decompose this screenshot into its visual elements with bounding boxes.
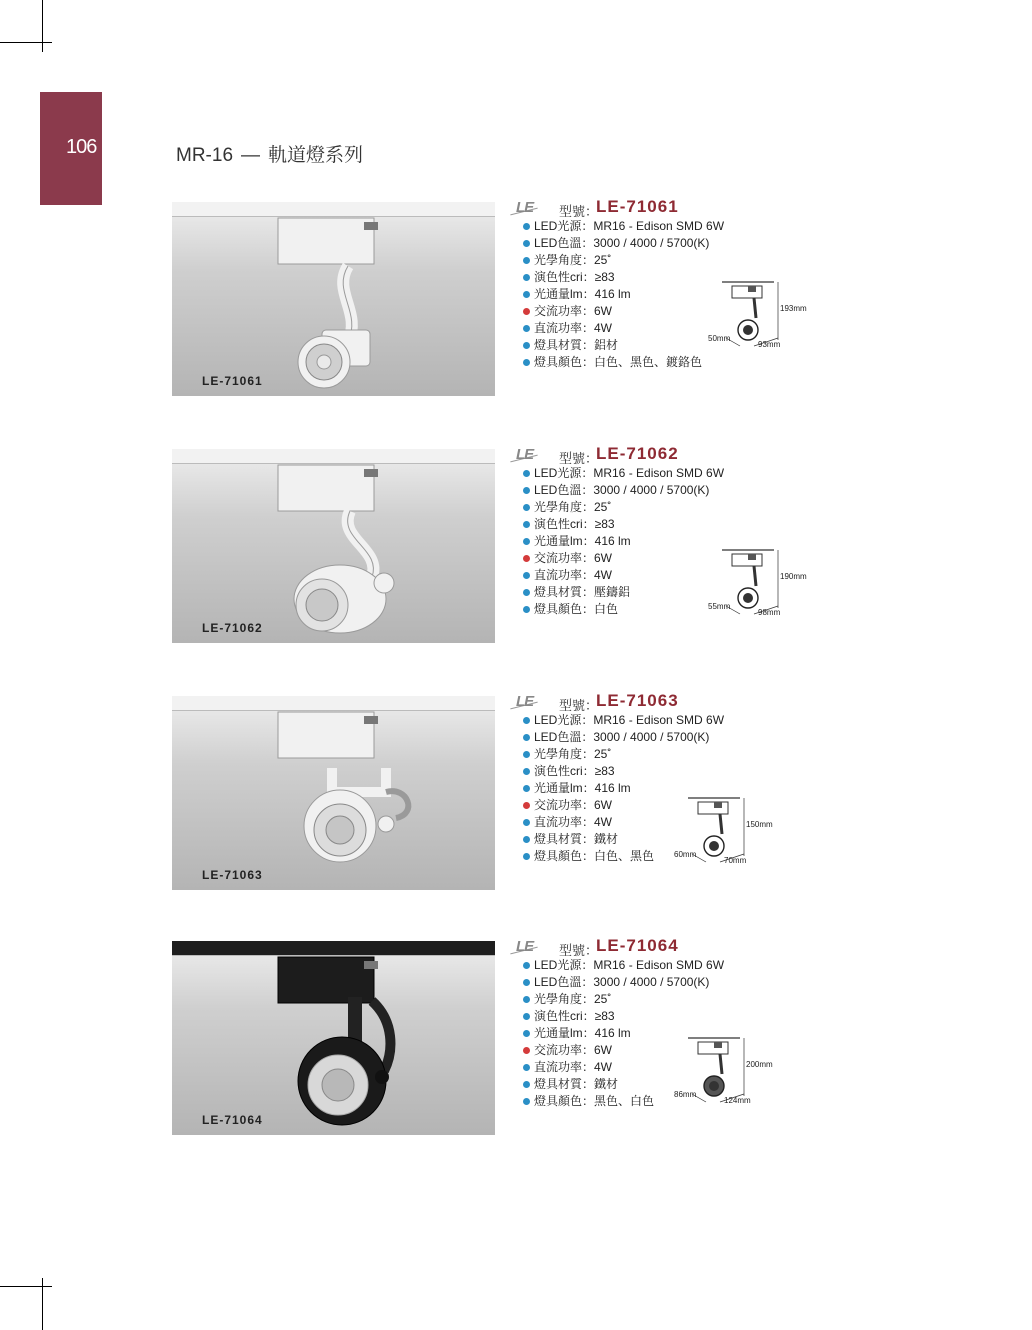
spec-text: 直流功率：4W [534, 568, 613, 582]
blue-bullet-icon [523, 257, 530, 264]
blue-bullet-icon [523, 1064, 530, 1071]
dim-depth: 60mm [674, 850, 697, 859]
spec-text: LED光源：MR16 - Edison SMD 6W [534, 219, 725, 233]
blue-bullet-icon [523, 1098, 530, 1105]
dimension-diagram [708, 548, 808, 620]
blue-bullet-icon [523, 325, 530, 332]
product-photo [172, 449, 495, 643]
blue-bullet-icon [523, 996, 530, 1003]
spec-text: 光通量lm：416 lm [534, 1026, 631, 1040]
model-label: 型號： [559, 698, 599, 713]
lamp-illustration [172, 449, 495, 643]
blue-bullet-icon [523, 962, 530, 969]
model-label: 型號： [559, 204, 599, 219]
crop-mark [42, 0, 43, 52]
model-number: LE-71062 [596, 444, 679, 463]
blue-bullet-icon [523, 785, 530, 792]
blue-bullet-icon [523, 223, 530, 230]
blue-bullet-icon [523, 342, 530, 349]
blue-bullet-icon [523, 1030, 530, 1037]
spec-row [522, 1008, 762, 1025]
dim-height: 200mm [746, 1060, 773, 1069]
crop-mark [42, 1278, 43, 1330]
blue-bullet-icon [523, 734, 530, 741]
red-bullet-icon [523, 1047, 530, 1054]
spec-row [522, 354, 762, 371]
spec-row [522, 729, 762, 746]
spec-text: 光通量lm：416 lm [534, 287, 631, 301]
dimension-diagram [674, 796, 774, 868]
blue-bullet-icon [523, 291, 530, 298]
spec-text: 光學角度：25˚ [534, 992, 612, 1006]
blue-bullet-icon [523, 274, 530, 281]
dim-length: 98mm [758, 608, 781, 617]
spec-text: LED色溫：3000 / 4000 / 5700(K) [534, 730, 710, 744]
model-row [516, 444, 762, 466]
spec-text: 燈具顏色：白色 [534, 602, 619, 616]
spec-text: 交流功率：6W [534, 551, 613, 565]
spec-row [522, 482, 762, 499]
lamp-illustration [172, 941, 495, 1135]
spec-text: 交流功率：6W [534, 798, 613, 812]
page-title [172, 140, 367, 167]
blue-bullet-icon [523, 717, 530, 724]
blue-bullet-icon [523, 359, 530, 366]
blue-bullet-icon [523, 1081, 530, 1088]
model-row [516, 197, 762, 219]
model-number: LE-71063 [596, 691, 679, 710]
crop-mark [0, 1286, 52, 1287]
spec-row [522, 974, 762, 991]
spec-text: 直流功率：4W [534, 321, 613, 335]
spec-text: LED光源：MR16 - Edison SMD 6W [534, 466, 725, 480]
blue-bullet-icon [523, 538, 530, 545]
product-photo [172, 202, 495, 396]
spec-row [522, 780, 762, 797]
red-bullet-icon [523, 802, 530, 809]
model-number: LE-71064 [596, 936, 679, 955]
page-number: 106 [66, 136, 97, 158]
spec-row [522, 465, 762, 482]
blue-bullet-icon [523, 572, 530, 579]
spec-row [522, 218, 762, 235]
red-bullet-icon [523, 308, 530, 315]
spec-text: 燈具顏色：白色、黑色、鍍鉻色 [534, 355, 703, 369]
spec-text: 直流功率：4W [534, 1060, 613, 1074]
dim-height: 150mm [746, 820, 773, 829]
spec-row [522, 957, 762, 974]
title-main: MR-16 [176, 145, 234, 166]
le-logo: LE [516, 938, 534, 955]
spec-text: 演色性cri：≥83 [534, 270, 615, 284]
blue-bullet-icon [523, 470, 530, 477]
dim-depth: 50mm [708, 334, 731, 343]
le-logo: LE [516, 693, 534, 710]
spec-row [522, 499, 762, 516]
photo-model-label: LE-71062 [202, 621, 263, 635]
blue-bullet-icon [523, 521, 530, 528]
blue-bullet-icon [523, 853, 530, 860]
spec-row [522, 991, 762, 1008]
spec-text: LED光源：MR16 - Edison SMD 6W [534, 958, 725, 972]
blue-bullet-icon [523, 768, 530, 775]
spec-text: 演色性cri：≥83 [534, 1009, 615, 1023]
blue-bullet-icon [523, 606, 530, 613]
blue-bullet-icon [523, 589, 530, 596]
dim-length: 124mm [724, 1096, 751, 1105]
blue-bullet-icon [523, 979, 530, 986]
blue-bullet-icon [523, 819, 530, 826]
model-label: 型號： [559, 451, 599, 466]
lamp-illustration [172, 202, 495, 396]
spec-row [522, 746, 762, 763]
spec-text: 燈具材質：鐵材 [534, 832, 619, 846]
spec-text: 演色性cri：≥83 [534, 517, 615, 531]
spec-text: 光學角度：25˚ [534, 747, 612, 761]
spec-text: 光通量lm：416 lm [534, 534, 631, 548]
blue-bullet-icon [523, 240, 530, 247]
model-row [516, 691, 762, 713]
dim-depth: 86mm [674, 1090, 697, 1099]
dim-length: 70mm [724, 856, 747, 865]
model-label: 型號： [559, 943, 599, 958]
spec-text: 光通量lm：416 lm [534, 781, 631, 795]
spec-text: LED色溫：3000 / 4000 / 5700(K) [534, 236, 710, 250]
blue-bullet-icon [523, 836, 530, 843]
spec-text: 交流功率：6W [534, 1043, 613, 1057]
spec-row [522, 235, 762, 252]
model-number: LE-71061 [596, 197, 679, 216]
product-photo [172, 696, 495, 890]
dim-depth: 55mm [708, 602, 731, 611]
blue-bullet-icon [523, 1013, 530, 1020]
dimension-diagram [708, 280, 808, 352]
spec-text: LED光源：MR16 - Edison SMD 6W [534, 713, 725, 727]
model-row [516, 936, 762, 958]
title-dash: — [241, 145, 261, 166]
spec-text: 燈具材質：鐵材 [534, 1077, 619, 1091]
red-bullet-icon [523, 555, 530, 562]
spec-row [522, 252, 762, 269]
spec-row [522, 712, 762, 729]
dim-height: 193mm [780, 304, 807, 313]
dim-length: 93mm [758, 340, 781, 349]
spec-text: 直流功率：4W [534, 815, 613, 829]
spec-text: 光學角度：25˚ [534, 500, 612, 514]
spec-text: 燈具顏色：黑色、白色 [534, 1094, 655, 1108]
blue-bullet-icon [523, 504, 530, 511]
spec-text: 演色性cri：≥83 [534, 764, 615, 778]
dimension-diagram [674, 1036, 774, 1108]
spec-text: LED色溫：3000 / 4000 / 5700(K) [534, 483, 710, 497]
crop-mark [0, 42, 52, 43]
spec-text: LED色溫：3000 / 4000 / 5700(K) [534, 975, 710, 989]
photo-model-label: LE-71063 [202, 868, 263, 882]
photo-model-label: LE-71064 [202, 1113, 263, 1127]
spec-text: 交流功率：6W [534, 304, 613, 318]
blue-bullet-icon [523, 487, 530, 494]
spec-text: 燈具材質：鋁材 [534, 338, 619, 352]
spec-text: 燈具顏色：白色、黑色 [534, 849, 655, 863]
lamp-illustration [172, 696, 495, 890]
title-series: 軌道燈系列 [268, 145, 364, 166]
spec-row [522, 763, 762, 780]
spec-text: 光學角度：25˚ [534, 253, 612, 267]
le-logo: LE [516, 199, 534, 216]
photo-model-label: LE-71061 [202, 374, 263, 388]
dim-height: 190mm [780, 572, 807, 581]
blue-bullet-icon [523, 751, 530, 758]
product-photo [172, 941, 495, 1135]
spec-text: 燈具材質：壓鑄鋁 [534, 585, 631, 599]
spec-row [522, 516, 762, 533]
le-logo: LE [516, 446, 534, 463]
